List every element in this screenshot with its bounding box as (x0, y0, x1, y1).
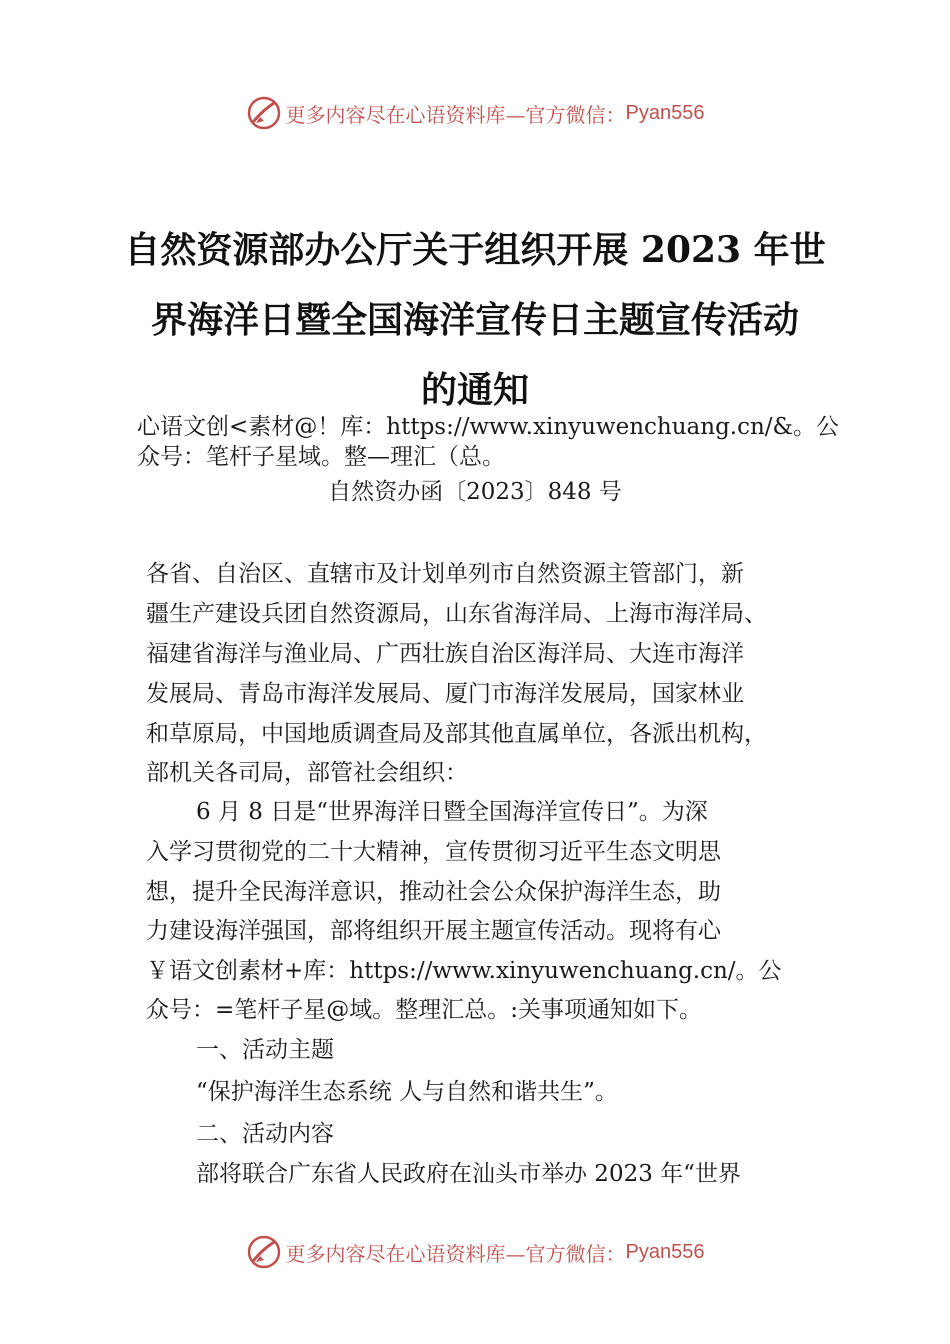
banner-text: 更多内容尽在心语资料库—官方微信： (285, 1241, 626, 1266)
document-title-line-1: 自然资源部办公厅关于组织开展 2023 年世 (124, 229, 826, 271)
section-2-text: 部将联合广东省人民政府在汕头市举办 2023 年“世界 (196, 1161, 741, 1187)
source-note-line-2: 众号：笔杆子星域。整—理汇（总。 (137, 444, 505, 470)
body-line-5: ￥语文创素材+库：https://www.xinyuwenchuang.cn/。公 (146, 958, 782, 984)
body-line-3: 想，提升全民海洋意识，推动社会公众保护海洋生态，助 (146, 879, 721, 905)
addressee-line-6: 部机关各司局，部管社会组织： (146, 760, 468, 786)
footer-watermark-banner (0, 1232, 950, 1272)
document-title-line-3: 的通知 (420, 369, 529, 411)
addressee-line-1: 各省、自治区、直辖市及计划单列市自然资源主管部门，新 (146, 561, 744, 587)
body-line-1: 6 月 8 日是“世界海洋日暨全国海洋宣传日”。为深 (196, 799, 708, 825)
pen-seal-logo-icon (246, 95, 282, 131)
source-note-line-1: 心语文创<素材@！库：https://www.xinyuwenchuang.cn/&。公 (137, 414, 840, 440)
addressee-line-5: 和草原局，中国地质调查局及部其他直属单位，各派出机构， (146, 721, 767, 747)
document-title-line-2: 界海洋日暨全国海洋宣传日主题宣传活动 (150, 299, 799, 341)
body-line-2: 入学习贯彻党的二十大精神，宣传贯彻习近平生态文明思 (146, 839, 721, 865)
pen-seal-logo-icon (246, 1234, 282, 1270)
section-2-heading: 二、活动内容 (196, 1121, 334, 1147)
addressee-line-2: 疆生产建设兵团自然资源局，山东省海洋局、上海市海洋局、 (146, 601, 767, 627)
banner-wechat-id: Pyan556 (625, 101, 705, 124)
addressee-line-3: 福建省海洋与渔业局、广西壮族自治区海洋局、大连市海洋 (146, 641, 744, 667)
banner-text: 更多内容尽在心语资料库—官方微信： (285, 102, 626, 127)
document-number: 自然资办函〔2023〕848 号 (328, 479, 622, 505)
banner-wechat-id: Pyan556 (625, 1240, 705, 1263)
addressee-line-4: 发展局、青岛市海洋发展局、厦门市海洋发展局，国家林业 (146, 681, 744, 707)
body-line-4: 力建设海洋强国，部将组织开展主题宣传活动。现将有心 (146, 918, 721, 944)
section-1-text: “保护海洋生态系统 人与自然和谐共生”。 (196, 1079, 618, 1105)
body-line-6: 众号：=笔杆子星@域。整理汇总。:关事项通知如下。 (146, 997, 703, 1023)
header-watermark-banner (0, 93, 950, 133)
section-1-heading: 一、活动主题 (196, 1037, 334, 1063)
